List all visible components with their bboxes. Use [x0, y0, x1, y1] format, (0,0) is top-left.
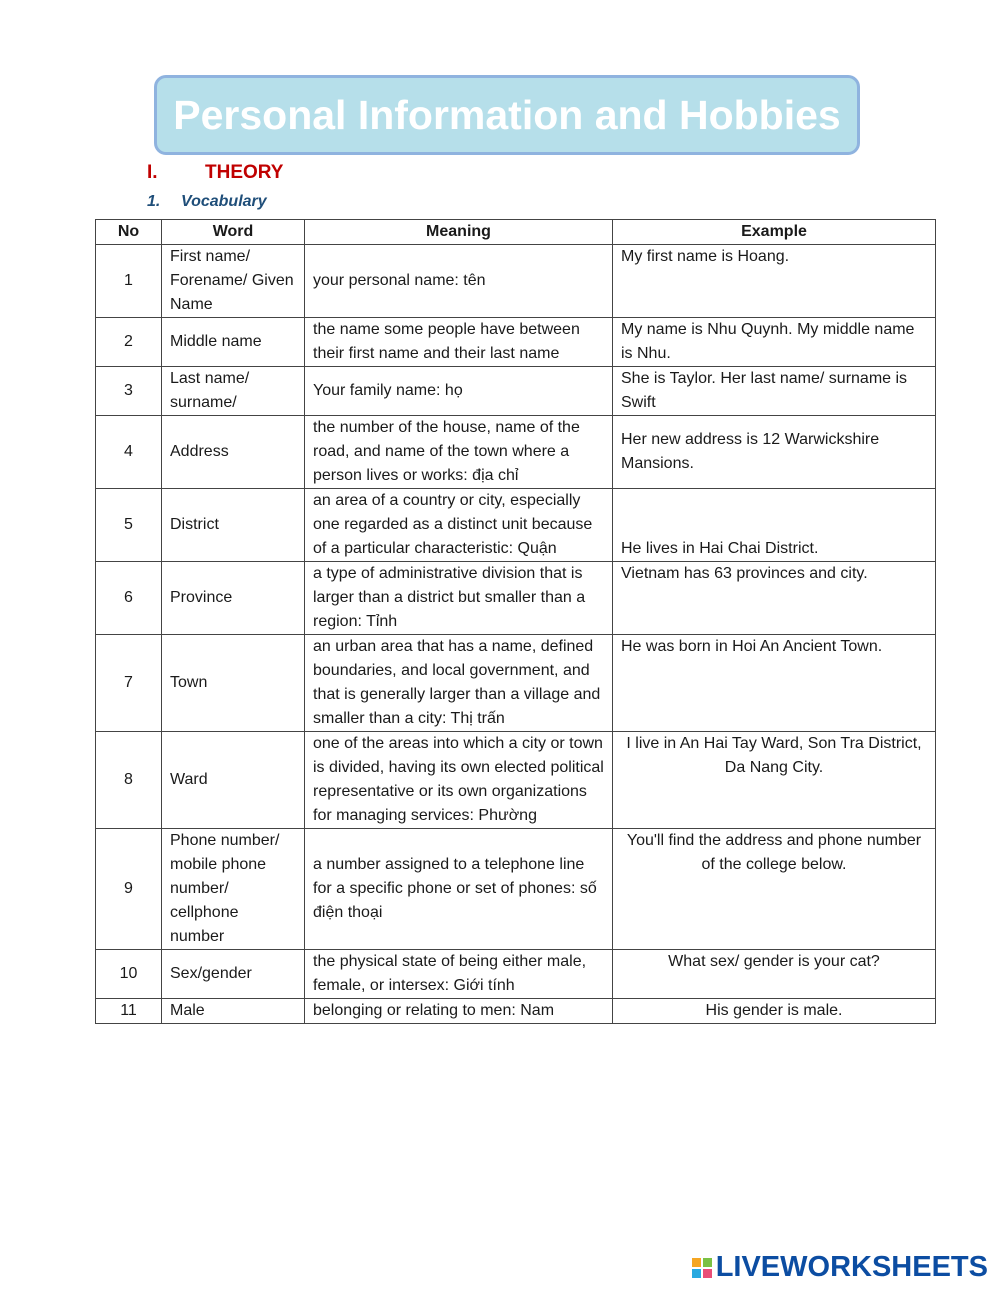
- row-meaning: a type of administrative division that is larger than a district but smaller than a region: Tỉnh: [305, 562, 613, 635]
- row-no: 11: [96, 999, 162, 1024]
- header-word: Word: [162, 220, 305, 245]
- row-example: Her new address is 12 Warwickshire Mansions.: [613, 416, 936, 489]
- header-no: No: [96, 220, 162, 245]
- table-row: [96, 318, 936, 367]
- table-row: [96, 245, 936, 318]
- row-meaning: the physical state of being either male, female, or intersex: Giới tính: [305, 950, 613, 999]
- row-meaning: an area of a country or city, especially one regarded as a distinct unit because of a particular characteristic: Quận: [305, 489, 613, 562]
- vocabulary-table: [95, 219, 936, 1024]
- row-word: Middle name: [162, 318, 305, 367]
- row-no: 2: [96, 318, 162, 367]
- row-no: 5: [96, 489, 162, 562]
- row-meaning: the name some people have between their first name and their last name: [305, 318, 613, 367]
- subsection-number: 1.: [147, 193, 161, 210]
- row-meaning: belonging or relating to men: Nam: [305, 999, 613, 1024]
- row-no: 4: [96, 416, 162, 489]
- header-example: Example: [613, 220, 936, 245]
- row-example: He was born in Hoi An Ancient Town.: [613, 635, 936, 732]
- table-row: [96, 829, 936, 950]
- subsection-heading: [147, 193, 267, 211]
- row-word: Town: [162, 635, 305, 732]
- row-example: My first name is Hoang.: [613, 245, 936, 318]
- row-word: Ward: [162, 732, 305, 829]
- subsection-label: Vocabulary: [181, 193, 267, 210]
- section-number: I.: [147, 162, 158, 183]
- row-meaning: the number of the house, name of the road, and name of the town where a person lives or works: địa chỉ: [305, 416, 613, 489]
- table-row: [96, 999, 936, 1024]
- table-row: [96, 950, 936, 999]
- table-row: [96, 367, 936, 416]
- logo-text: LIVEWORKSHEETS: [715, 1251, 988, 1283]
- row-meaning: a number assigned to a telephone line for a specific phone or set of phones: số điện thoại: [305, 829, 613, 950]
- row-example: You'll find the address and phone number of the college below.: [613, 829, 936, 950]
- row-example: She is Taylor. Her last name/ surname is Swift: [613, 367, 936, 416]
- row-example: My name is Nhu Quynh. My middle name is Nhu.: [613, 318, 936, 367]
- page-title: Personal Information and Hobbies: [173, 91, 841, 138]
- row-example: What sex/ gender is your cat?: [613, 950, 936, 999]
- header-meaning: Meaning: [305, 220, 613, 245]
- row-meaning: one of the areas into which a city or town is divided, having its own elected political representative or its own organizations for managing services: Phường: [305, 732, 613, 829]
- row-word: District: [162, 489, 305, 562]
- row-word: Male: [162, 999, 305, 1024]
- logo-icon: [692, 1258, 712, 1278]
- row-meaning: Your family name: họ: [305, 367, 613, 416]
- table-row: [96, 732, 936, 829]
- row-example: I live in An Hai Tay Ward, Son Tra District, Da Nang City.: [613, 732, 936, 829]
- row-no: 6: [96, 562, 162, 635]
- table-header-row: [96, 220, 936, 245]
- row-example: Vietnam has 63 provinces and city.: [613, 562, 936, 635]
- table-row: [96, 489, 936, 562]
- row-no: 10: [96, 950, 162, 999]
- title-banner: [154, 75, 860, 155]
- row-meaning: your personal name: tên: [305, 245, 613, 318]
- table-row: [96, 635, 936, 732]
- row-meaning: an urban area that has a name, defined boundaries, and local government, and that is generally larger than a village and smaller than a city: Thị trấn: [305, 635, 613, 732]
- section-heading: [147, 162, 283, 184]
- table-row: [96, 416, 936, 489]
- section-label: THEORY: [205, 162, 284, 183]
- row-word: Phone number/ mobile phone number/ cellphone number: [162, 829, 305, 950]
- row-no: 9: [96, 829, 162, 950]
- liveworksheets-logo[interactable]: [692, 1251, 988, 1284]
- row-word: First name/ Forename/ Given Name: [162, 245, 305, 318]
- row-no: 8: [96, 732, 162, 829]
- row-no: 7: [96, 635, 162, 732]
- row-word: Province: [162, 562, 305, 635]
- row-word: Last name/ surname/: [162, 367, 305, 416]
- row-no: 3: [96, 367, 162, 416]
- row-example: He lives in Hai Chai District.: [613, 489, 936, 562]
- row-word: Sex/gender: [162, 950, 305, 999]
- row-no: 1: [96, 245, 162, 318]
- row-example: His gender is male.: [613, 999, 936, 1024]
- row-word: Address: [162, 416, 305, 489]
- table-row: [96, 562, 936, 635]
